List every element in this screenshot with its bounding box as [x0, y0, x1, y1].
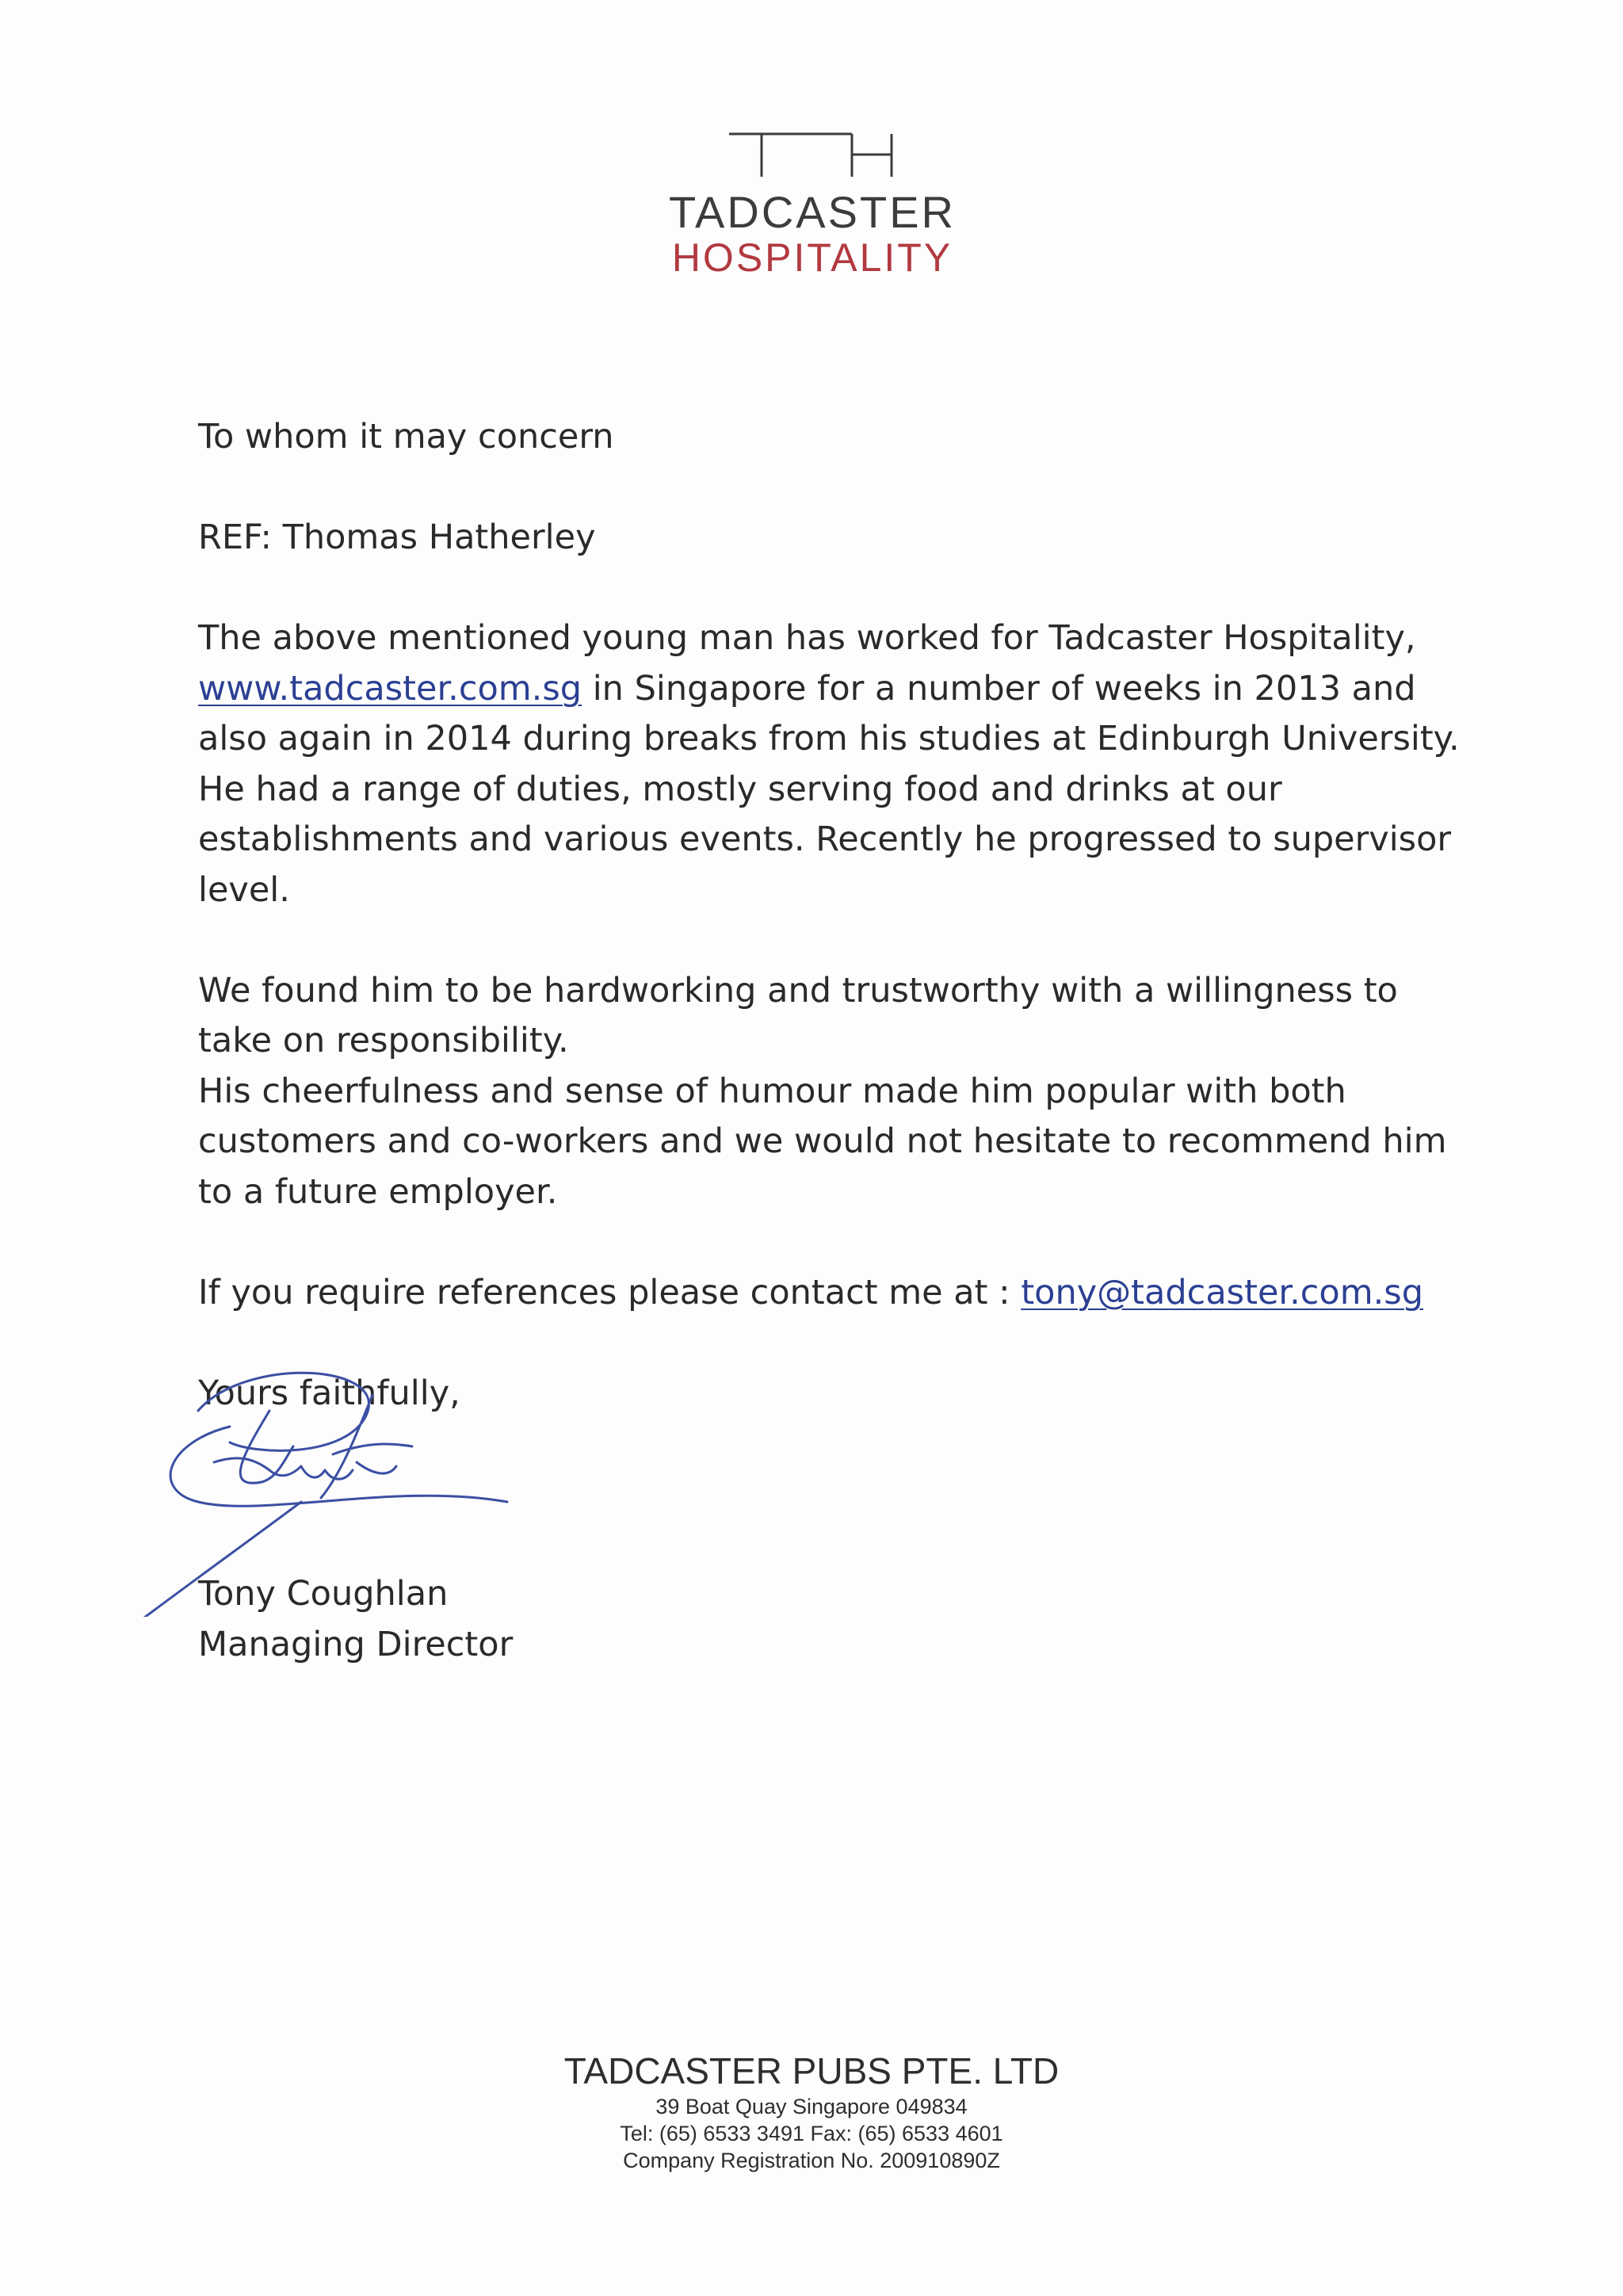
footer-phone-fax: Tel: (65) 6533 3491 Fax: (65) 6533 4601 [620, 2122, 1003, 2145]
footer-company-name: TADCASTER PUBS PTE. LTD [563, 2050, 1060, 2092]
handwritten-signature-icon [135, 1363, 531, 1617]
company-footer [415, 2049, 1208, 2174]
paragraph-employment-intro: The above mentioned young man has worked for Tadcaster Hospitality, [198, 618, 1416, 658]
closing: Yours faithfully, [198, 1373, 460, 1413]
reference-line: REF: Thomas Hatherley [198, 518, 596, 557]
th-monogram-icon [721, 131, 903, 178]
company-logo [555, 131, 1070, 278]
footer-address: 39 Boat Quay Singapore 049834 [655, 2095, 968, 2118]
paragraph-employment [198, 613, 1482, 915]
logo-wordmark-tadcaster: TADCASTER [669, 187, 956, 237]
contact-text: If you require references please contact me at : [198, 1272, 1022, 1312]
logo-wordmark-hospitality: HOSPITALITY [671, 235, 953, 280]
signatory-title: Managing Director [198, 1624, 514, 1664]
email-link[interactable]: tony@tadcaster.com.sg [1021, 1272, 1423, 1312]
signatory-name: Tony Coughlan [198, 1574, 449, 1614]
website-link[interactable]: www.tadcaster.com.sg [198, 668, 582, 709]
paragraph-employment-body: in Singapore for a number of weeks in 2013 and also again in 2014 during breaks from his studies at Edinburgh University. He had a range of duties, mostly serving food and drinks at our establishments and various events. Recently he progressed to supervisor level. [198, 668, 1460, 910]
contact-line [198, 1268, 1482, 1319]
salutation: To whom it may concern [198, 417, 614, 457]
paragraph-character-2: His cheerfulness and sense of humour made him popular with both customers and co-workers and we would not hesitate to recommend him to a future employer. [198, 1071, 1447, 1212]
footer-registration: Company Registration No. 200910890Z [623, 2149, 1000, 2172]
paragraph-character-1: We found him to be hardworking and trustworthy with a willingness to take on responsibility. [198, 970, 1398, 1060]
